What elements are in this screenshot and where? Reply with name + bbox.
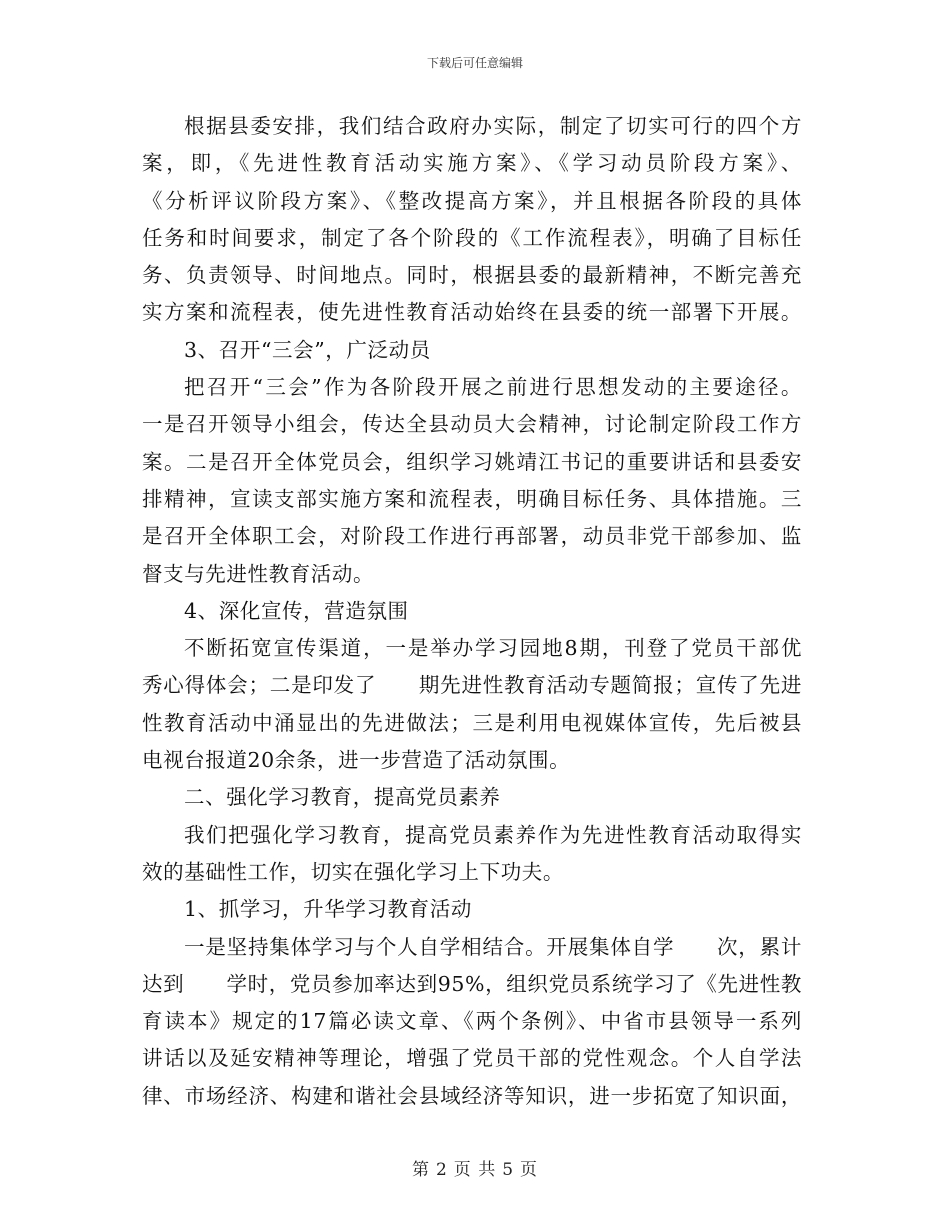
text-line: 育读本》规定的17篇必读文章、《两个条例》、中省市县领导一系列 (142, 1009, 802, 1034)
text-line: 性教育活动中涌显出的先进做法；三是利用电视媒体宣传，先后被县 (142, 710, 802, 735)
text-line: 根据县委安排，我们结合政府办实际，制定了切实可行的四个方 (184, 114, 802, 138)
text-line: 督支与先进性教育活动。 (142, 561, 375, 586)
text-line: 务、负责领导、时间地点。同时，根据县委的最新精神，不断完善充 (142, 263, 802, 288)
text-line: 一是坚持集体学习与个人自学相结合。开展集体自学 次，累计 (184, 934, 802, 959)
text-line: 效的基础性工作，切实在强化学习上下功夫。 (142, 859, 564, 884)
text-line: 把召开“三会”作为各阶段开展之前进行思想发动的主要途径。 (184, 375, 802, 400)
text-line: 一是召开领导小组会，传达全县动员大会精神，讨论制定阶段工作方 (142, 412, 802, 437)
text-line: 案。二是召开全体党员会，组织学习姚靖江书记的重要讲话和县委安 (142, 449, 802, 474)
page-header: 下载后可任意编辑 (426, 56, 523, 70)
text-line: 律、市场经济、构建和谐社会县域经济等知识，进一步拓宽了知识面， (142, 1083, 802, 1108)
text-line: 4、深化宣传，营造氛围 (184, 598, 409, 623)
text-line: 达到 学时，党员参加率达到95%，组织党员系统学习了《先进性教 (142, 971, 802, 996)
footer-middle: 页 共 (453, 1160, 497, 1180)
page-footer (0, 1155, 950, 1180)
text-line: 实方案和流程表，使先进性教育活动始终在县委的统一部署下开展。 (142, 300, 802, 325)
footer-total-pages: 5 (502, 1160, 515, 1180)
text-line: 电视台报道20余条，进一步营造了活动氛围。 (142, 748, 571, 773)
text-line: 案，即，《先进性教育活动实施方案》、《学习动员阶段方案》、 (142, 151, 802, 176)
text-line: 是召开全体职工会，对阶段工作进行再部署，动员非党干部参加、监 (142, 524, 802, 549)
footer-suffix: 页 (520, 1160, 539, 1180)
text-line: 排精神，宣读支部实施方案和流程表，明确目标任务、具体措施。三 (142, 486, 802, 511)
text-line: 《分析评议阶段方案》、《整改提高方案》，并且根据各阶段的具体 (142, 188, 802, 213)
text-line: 不断拓宽宣传渠道，一是举办学习园地8期，刊登了党员干部优 (184, 636, 802, 661)
text-line: 我们把强化学习教育，提高党员素养作为先进性教育活动取得实 (184, 822, 802, 847)
document-body (142, 108, 802, 1115)
text-line: 1、抓学习，升华学习教育活动 (184, 897, 472, 922)
text-line: 讲话以及延安精神等理论，增强了党员干部的党性观念。个人自学法 (142, 1046, 802, 1071)
text-line: 秀心得体会；二是印发了 期先进性教育活动专题简报；宣传了先进 (142, 673, 802, 698)
footer-page-number: 2 (435, 1160, 448, 1180)
footer-prefix: 第 (411, 1160, 430, 1180)
text-line: 二、强化学习教育，提高党员素养 (184, 785, 501, 810)
text-line: 任务和时间要求，制定了各个阶段的《工作流程表》，明确了目标任 (142, 225, 802, 250)
text-line: 3、召开“三会”，广泛动员 (184, 337, 431, 362)
